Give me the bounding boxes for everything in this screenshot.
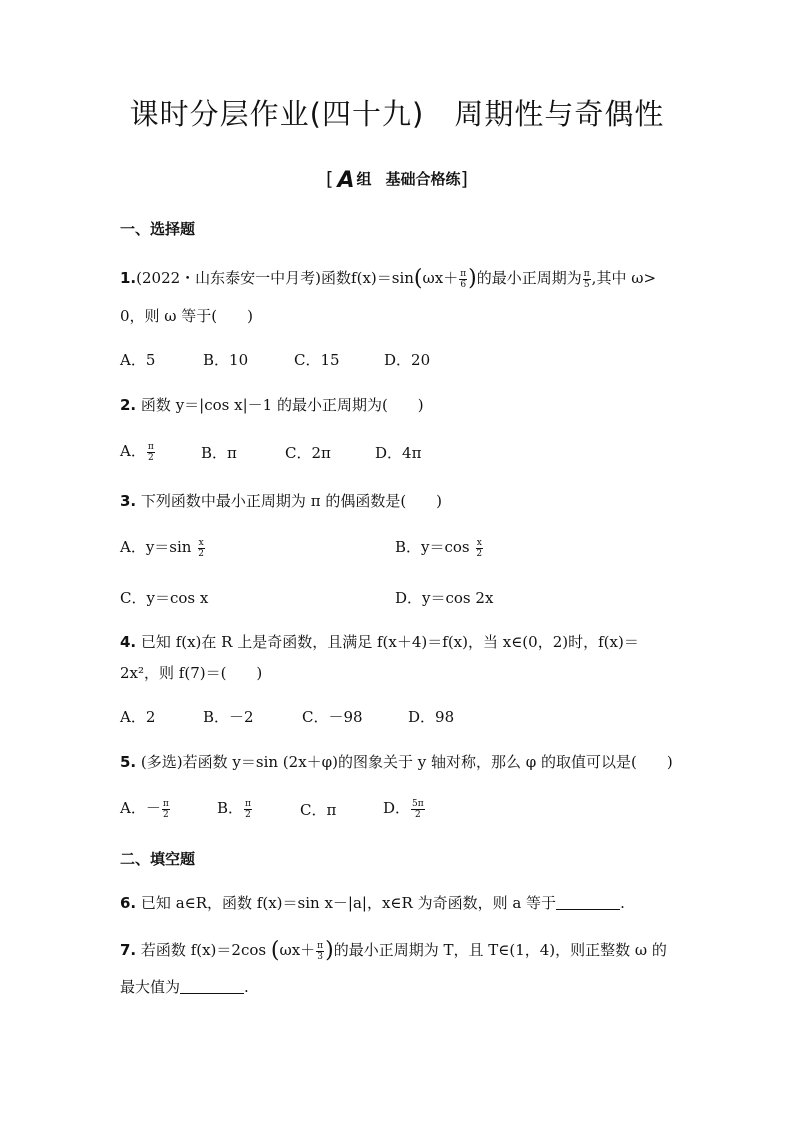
q7-line2: 最大值为 . [120,978,249,996]
group-name: 基础合格练 [385,170,461,188]
q5-option-c: C．π [300,801,337,819]
q4-line2: 2x²，则 f(7)＝( ) [120,664,263,682]
answer-blank[interactable] [180,993,244,994]
page-title [0,92,794,133]
q3-option-a: A．y＝sin $\frac{x}{2}$ [120,537,204,559]
q1-option-d: D．20 [384,351,431,369]
question-1: 1.(2022・山东泰安一中月考)函数f(x)＝sin(ωx＋ $\frac{\pi}{6}$ )的最小正周期为 $\frac{\pi}{5}$ ,其中 ω> [120,266,657,291]
q3-option-d: D．y＝cos 2x [395,589,494,607]
q2-option-a: A． $\frac{\pi}{2}$ [120,441,154,463]
question-6: 6. 已知 a∈R，函数 f(x)＝sin x－|a|，x∈R 为奇函数，则 a 等于 . [120,894,625,912]
group-heading: [ A 组 基础合格练] [326,168,468,193]
q5-number: 5. [120,753,137,771]
question-2: 2. 函数 y＝|cos x|－1 的最小正周期为( ) [120,396,424,414]
question-3: 3. 下列函数中最小正周期为 π 的偶函数是( ) [120,492,443,510]
fraction: $\frac{\pi}{6}$ [460,268,467,290]
answer-blank[interactable] [556,909,620,910]
q2-number: 2. [120,396,137,414]
q5-option-d: D． $\frac{5\pi}{2}$ [383,798,424,820]
q1-source: (2022・山东泰安一中月考) [136,269,322,287]
fraction: $\frac{\pi}{3}$ [317,940,324,962]
group-label: 组 [356,170,372,188]
title-topic: 周期性与奇偶性 [454,97,665,131]
q2-option-d: D．4π [375,444,422,462]
q4-option-c: C．－98 [302,708,363,726]
q2-option-c: C．2π [285,444,331,462]
q1-number: 1. [120,269,137,287]
question-7: 7. 若函数 f(x)＝2cos (ωx＋ $\frac{\pi}{3}$ )的最小正周期为 T，且 T∈(1，4)，则正整数 ω 的 [120,938,667,963]
title-main: 课时分层作业(四十九) [129,97,425,131]
section-fill: 二、填空题 [120,850,196,868]
q5-option-a: A．－ $\frac{\pi}{2}$ [120,798,169,820]
q3-option-b: B．y＝cos $\frac{x}{2}$ [395,537,483,559]
fraction: $\frac{\pi}{5}$ [583,268,590,290]
q1-option-b: B．10 [203,351,249,369]
q1-option-c: C．15 [294,351,340,369]
q1-option-a: A．5 [120,351,156,369]
q3-option-c: C．y＝cos x [120,589,209,607]
q4-option-b: B．－2 [203,708,254,726]
q4-option-d: D．98 [408,708,455,726]
q1-line2: 0，则 ω 等于( ) [120,307,254,325]
q6-number: 6. [120,894,137,912]
q3-number: 3. [120,492,137,510]
q5-option-b: B． $\frac{\pi}{2}$ [217,798,251,820]
q4-number: 4. [120,633,137,651]
question-4: 4. 已知 f(x)在 R 上是奇函数，且满足 f(x＋4)＝f(x)，当 x∈(0，2)时，f(x)＝ [120,633,639,651]
section-choice: 一、选择题 [120,220,196,238]
q4-option-a: A．2 [120,708,156,726]
q2-option-b: B．π [201,444,237,462]
q7-number: 7. [120,941,137,959]
group-letter: A [337,168,355,193]
question-5: 5. (多选)若函数 y＝sin (2x＋φ)的图象关于 y 轴对称，那么 φ 的取值可以是( ) [120,753,673,771]
